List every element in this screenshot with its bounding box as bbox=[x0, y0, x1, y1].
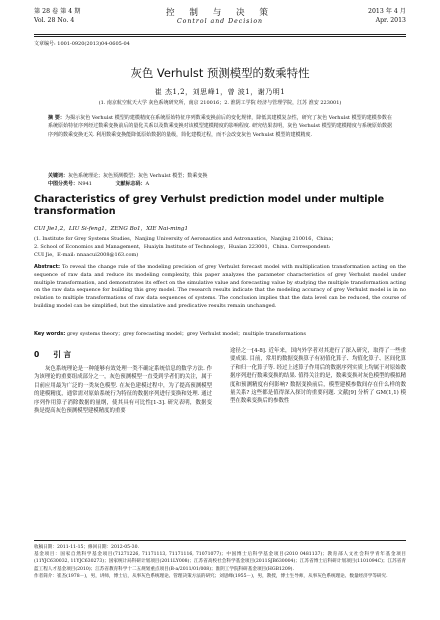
abstract-text: 为揭示灰色 Verhulst 模型的建模精度在系统原始特征序列数乘变换前后的变化规律，降低其建模复杂性，研究了灰色 Verhulst 模型的建模参数在系统原始特征序列经过数乘变换前后的量化关系以及数乘变换对该模型建模精度的影响程度. 研究结果表明，灰色 Verhulst 模型的建模精度与系统原始数据序列的数乘变换无关. 利用数乘变换能降低原始数据的量级，简化建模过程，而不会改变灰色 Verhulst 模型的建模精度. bbox=[48, 115, 392, 138]
body-paragraph: 灰色系统理论是一种能够有效处理一类不确定系统信息的数学方法. 作为该理论的重要组成部分之一，灰色预测模型一直受到学者们的关注，属于目前应用最为广泛的一类灰色模型. 在灰色建模过程中，为了提高预测模型的建模精度，通常需对原始系统行为特征的数据序列进行变换和处理. 通过序列作用算子消除数据的量纲，使其具有可比性[1-3]. 研究表明，数据变换是提高灰色预测模型建模精度的重要 bbox=[34, 366, 212, 415]
article-number: 文章编号: 1001-0920(2013)04-0605-04 bbox=[34, 41, 130, 47]
issue-date: 2013 年 4 月 Apr. 2013 bbox=[368, 8, 406, 24]
journal-name: 控 制 与 决 策 Control and Decision bbox=[166, 8, 274, 25]
footnote-funding: 基金项目：国家自然科学基金项目(71271226, 71171113, 71171116, 71071077)；中国博士后科学基金项目(2010 0481137)；教育部人文社会科学青年基金项目(11YJC630032, 11YJC630273)；国家统计局科研计划项目(2011LY008)；江苏省高校社会科学基金项目(2011SJB630004)；江苏省博士后科研计划项目(1101094C)；江苏省青蓝工程人才基金项目(2010)；江苏省教育科学十二五规划重点项目(B-a/2011/01/008)；淮阴工学院科研基金项目(HGB1209). bbox=[34, 552, 406, 572]
keywords-chinese: 关键词：灰色系统理论；灰色预测模型；灰色 Verhulst 模型；数乘变换 bbox=[48, 173, 208, 179]
header-rule-top bbox=[34, 34, 406, 35]
abstract-label: 摘 要： bbox=[48, 115, 65, 121]
footnote-received: 收稿日期：2011-11-15；修回日期：2012-05-30. bbox=[34, 545, 139, 550]
title-english: Characteristics of grey Verhulst prediction model under multiple transformation bbox=[34, 194, 385, 218]
document-code: 文献标志码：A bbox=[115, 181, 150, 187]
title-chinese: 灰色 Verhulst 预测模型的数乘特性 bbox=[130, 66, 310, 80]
footnotes bbox=[34, 540, 406, 580]
header-rule-bottom bbox=[34, 36, 406, 37]
abstract-chinese bbox=[48, 114, 392, 139]
section-heading: 0 引 言 bbox=[34, 350, 72, 359]
running-header bbox=[34, 8, 406, 34]
body-column-left bbox=[34, 348, 212, 415]
authors-english: CUI Jie1,2，LIU Si-feng1，ZENG Bo1，XIE Nai-ming1 bbox=[34, 226, 188, 232]
affiliation-english: (1. Institute for Grey Systems Studies，Nanjing University of Aeronautics and Astronautics，Nanjing 210016，China； 2. School of Economics and Management，Huaiyin Institute of Technology，Huaian 223001，China. Correspondent: CUI Jie，E-mail: nnaacui2008@163.com) bbox=[34, 236, 337, 259]
authors-chinese: 崔 杰1,2，刘思峰1，曾 波1，谢乃明1 bbox=[154, 88, 286, 96]
clc-number: 中图分类号：N941 bbox=[48, 181, 92, 187]
body-paragraph: 途径之一[4-8]. 近年来，国内外学者对其进行了深入研究，取得了一些重要成果. 目前，常用的数据变换算子有初值化算子、均值化算子、区间化算子和归一化算子等. 经过上述算子作用后的数据序列实质上均属于对原始数据序列进行数乘变换的结果. 值得关注的是，数乘变换对灰色模型的模拟精度和预测精度有何影响? 数据变换前后，模型建模参数间存在什么样的数量关系? 这些都是值得深入探讨的重要问题. 文献[9] 分析了 GM(1,1) 模型在数乘变换后的参数性 bbox=[230, 348, 406, 405]
abstract-english: Abstract: To reveal the change rule of the modeling precision of grey Verhulst forecast model with multiplication transformation acting on the sequence of raw data and reduce its modeling complexity, this paper analyzes the parameter characteristics of grey Verhulst model under multiple transformation, and demonstrates its effect on the simulative value and forecasting value by studying the multiple transformation acting on the raw data sequence for building this grey model. The research results indicate that the modeling accuracy of grey Verhulst model is in no relation to multiple transformations of raw data sequences of systems. The conclusion implies that the data level can be reduced, the course of building model can be simplified, but the simulative and predicative results remain unchanged. bbox=[34, 264, 407, 309]
volume-info: 第 28 卷 第 4 期 Vol. 28 No. 4 bbox=[34, 8, 81, 24]
affiliation-chinese: (1. 南京航空航天大学 灰色系统研究所，南京 210016；2. 淮阴工学院 经济与管理学院，江苏 淮安 223001) bbox=[98, 100, 342, 106]
footnote-author-bio: 作者简介：崔杰(1978－)，男，讲师，博士后，从事灰色系统理论、管理决策方法的研究；刘思峰(1955－)，男，教授，博士生导师，从事灰色系统理论、数量经济学等研究. bbox=[34, 573, 388, 579]
body-column-right bbox=[230, 347, 406, 406]
classification bbox=[48, 181, 392, 188]
keywords-english: Key words: grey systems theory；grey forecasting model；grey Verhulst model；multiple transformations bbox=[34, 331, 306, 337]
